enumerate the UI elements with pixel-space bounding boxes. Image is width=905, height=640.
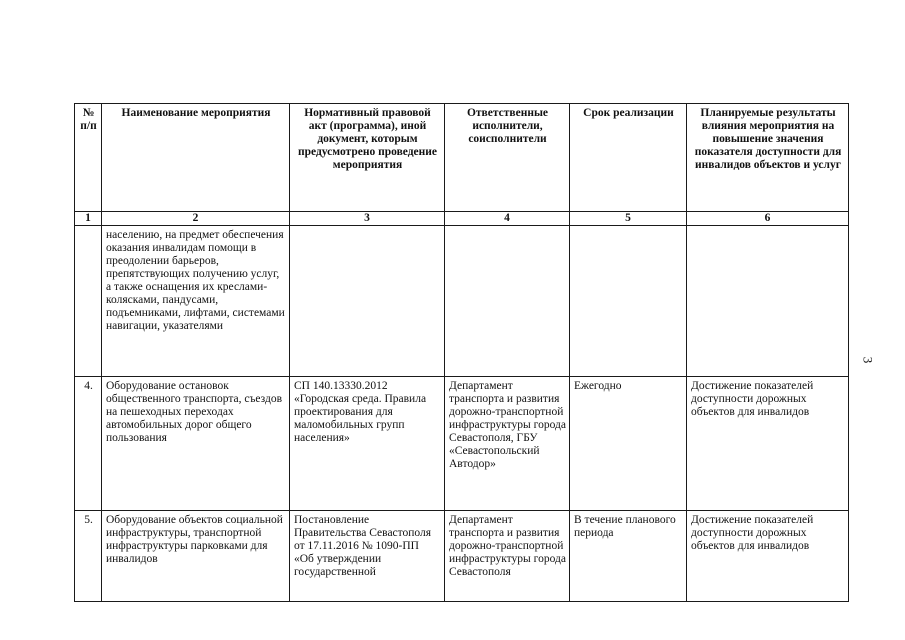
row-measure-name: Оборудование остановок общественного транспорта, съездов на пешеходных переходах автомобильных дорог общего пользования: [102, 377, 290, 511]
table-row: [75, 226, 849, 377]
table-row: [75, 511, 849, 602]
column-number: 4: [445, 212, 570, 226]
page-number: 3: [860, 356, 876, 364]
column-number: 5: [570, 212, 687, 226]
header-results: Планируемые результаты влияния мероприятия на повышение значения показателя доступности для инвалидов объектов и услуг: [687, 104, 849, 212]
row-number: 4.: [75, 377, 102, 511]
row-executors: Департамент транспорта и развития дорожно-транспортной инфраструктуры города Севастополя, ГБУ «Севастопольский Автодор»: [445, 377, 570, 511]
row-legal-act: Постановление Правительства Севастополя от 17.11.2016 № 1090-ПП «Об утверждении государственной: [290, 511, 445, 602]
row-measure-name: населению, на предмет обеспечения оказания инвалидам помощи в преодолении барьеров, препятствующих получению услуг, а также оснащения их креслами-колясками, пандусами, подъемниками, лифтами, системами навигации, указателями: [102, 226, 290, 377]
column-number: 3: [290, 212, 445, 226]
row-result: Достижение показателей доступности дорожных объектов для инвалидов: [687, 511, 849, 602]
row-executors: Департамент транспорта и развития дорожно-транспортной инфраструктуры города Севастополя: [445, 511, 570, 602]
row-number: 5.: [75, 511, 102, 602]
column-number-row: [75, 212, 849, 226]
row-legal-act: [290, 226, 445, 377]
row-result: [687, 226, 849, 377]
header-measure-name: Наименование мероприятия: [102, 104, 290, 212]
measures-table: [74, 103, 849, 602]
row-legal-act: СП 140.13330.2012 «Городская среда. Правила проектирования для маломобильных групп населения»: [290, 377, 445, 511]
row-executors: [445, 226, 570, 377]
header-number: № п/п: [75, 104, 102, 212]
header-legal-act: Нормативный правовой акт (программа), иной документ, которым предусмотрено проведение мероприятия: [290, 104, 445, 212]
header-term: Срок реализации: [570, 104, 687, 212]
table-row: [75, 377, 849, 511]
table-header-row: [75, 104, 849, 212]
column-number: 6: [687, 212, 849, 226]
row-measure-name: Оборудование объектов социальной инфраструктуры, транспортной инфраструктуры парковками для инвалидов: [102, 511, 290, 602]
column-number: 1: [75, 212, 102, 226]
row-number: [75, 226, 102, 377]
row-result: Достижение показателей доступности дорожных объектов для инвалидов: [687, 377, 849, 511]
row-term: [570, 226, 687, 377]
column-number: 2: [102, 212, 290, 226]
row-term: Ежегодно: [570, 377, 687, 511]
header-executors: Ответственные исполнители, соисполнители: [445, 104, 570, 212]
row-term: В течение планового периода: [570, 511, 687, 602]
